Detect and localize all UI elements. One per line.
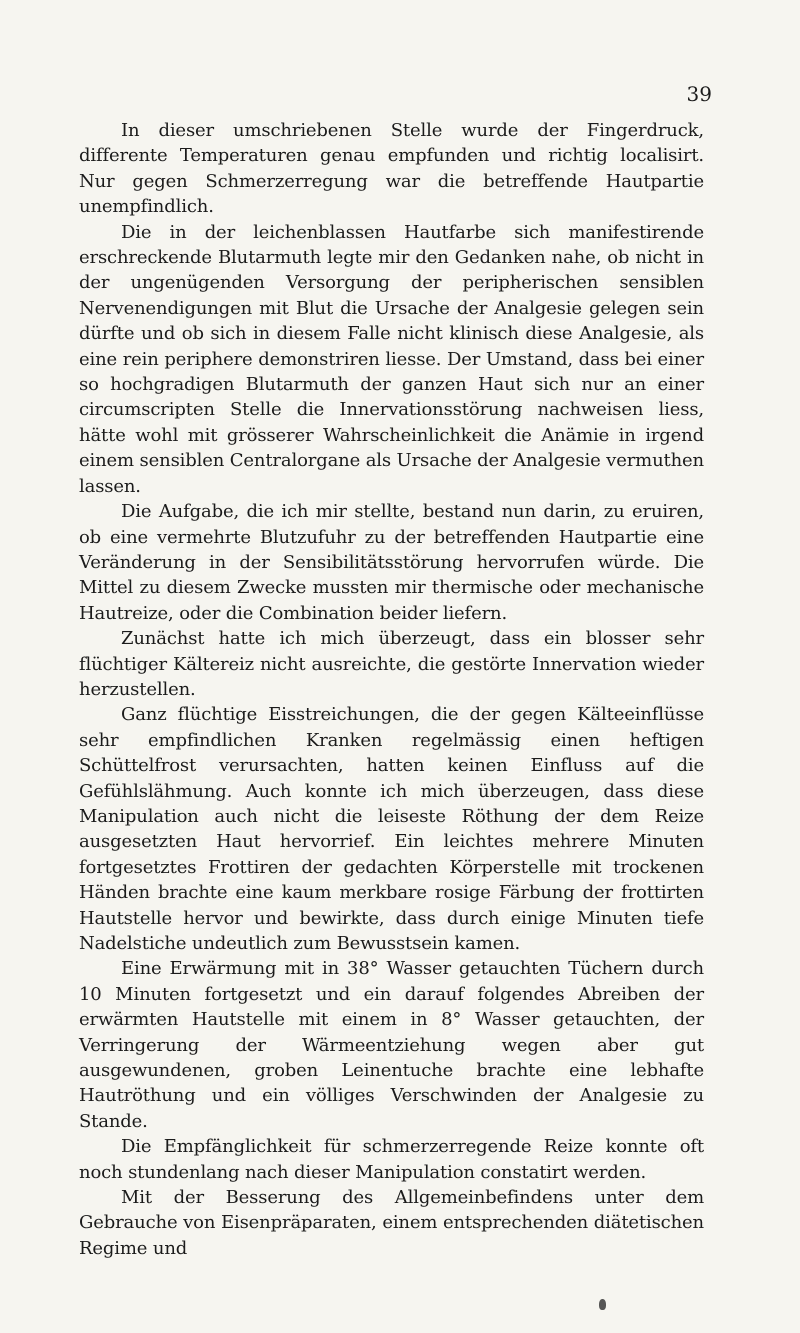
- paragraph-1: In dieser umschriebenen Stelle wurde der Fingerdruck, differente Temperaturen genau empfunden und richtig localisirt. Nur gegen Schmerzerregung war die betreffende Hautpartie unempfindlich.: [79, 120, 704, 218]
- body-text: [79, 118, 704, 1261]
- paragraph-6: Eine Erwärmung mit in 38° Wasser getauchten Tüchern durch 10 Minuten fortgesetzt und ein darauf folgendes Abreiben der erwärmten Hautstelle mit einem in 8° Wasser getauchten, der Verringerung der Wärmeentziehung wegen aber gut ausgewundenen, groben Leinentuche brachte eine lebhafte Hautröthung und ein völliges Verschwinden der Analgesie zu Stande.: [79, 958, 704, 1132]
- paragraph-5: Ganz flüchtige Eisstreichungen, die der gegen Kälteeinflüsse sehr empfindlichen Kranken regelmässig einen heftigen Schüttelfrost verursachten, hatten keinen Einfluss auf die Gefühlslähmung. Auch konnte ich mich überzeugen, dass diese Manipulation auch nicht die leiseste Röthung der dem Reize ausgesetzten Haut hervorrief. Ein leichtes mehrere Minuten fortgesetztes Frottiren der gedachten Körperstelle mit trockenen Händen brachte eine kaum merkbare rosige Färbung der frottirten Hautstelle hervor und bewirkte, dass durch einige Minuten tiefe Nadelstiche undeutlich zum Bewusstsein kamen.: [79, 704, 704, 954]
- ink-mark: [599, 1299, 606, 1310]
- paragraph-2: Die in der leichenblassen Hautfarbe sich manifestirende erschreckende Blutarmuth legte mir den Gedanken nahe, ob nicht in der ungenügenden Versorgung der peripherischen sensiblen Nervenendigungen mit Blut die Ursache der Analgesie gelegen sein dürfte und ob sich in diesem Falle nicht klinisch diese Analgesie, als eine rein periphere demonstriren liesse. Der Umstand, dass bei einer so hochgradigen Blutarmuth der ganzen Haut sich nur an einer circumscripten Stelle die Innervationsstörung nachweisen liess, hätte wohl mit grösserer Wahrscheinlichkeit die Anämie in irgend einem sensiblen Centralorgane als Ursache der Analgesie vermuthen lassen.: [79, 221, 704, 497]
- paragraph-8: Mit der Besserung des Allgemeinbefindens unter dem Gebrauche von Eisenpräparaten, einem entsprechenden diätetischen Regime und: [79, 1187, 704, 1259]
- page-number: 39: [686, 82, 712, 106]
- paragraph-3: Die Aufgabe, die ich mir stellte, bestand nun darin, zu eruiren, ob eine vermehrte Blutzufuhr zu der betreffenden Hautpartie eine Veränderung in der Sensibilitätsstörung hervorrufen würde. Die Mittel zu diesem Zwecke mussten mir thermische oder mechanische Hautreize, oder die Combination beider liefern.: [79, 501, 704, 624]
- paragraph-4: Zunächst hatte ich mich überzeugt, dass ein blosser sehr flüchtiger Kältereiz nicht ausreichte, die gestörte Innervation wieder herzustellen.: [79, 628, 704, 700]
- paragraph-7: Die Empfänglichkeit für schmerzerregende Reize konnte oft noch stundenlang nach dieser Manipulation constatirt werden.: [79, 1136, 704, 1183]
